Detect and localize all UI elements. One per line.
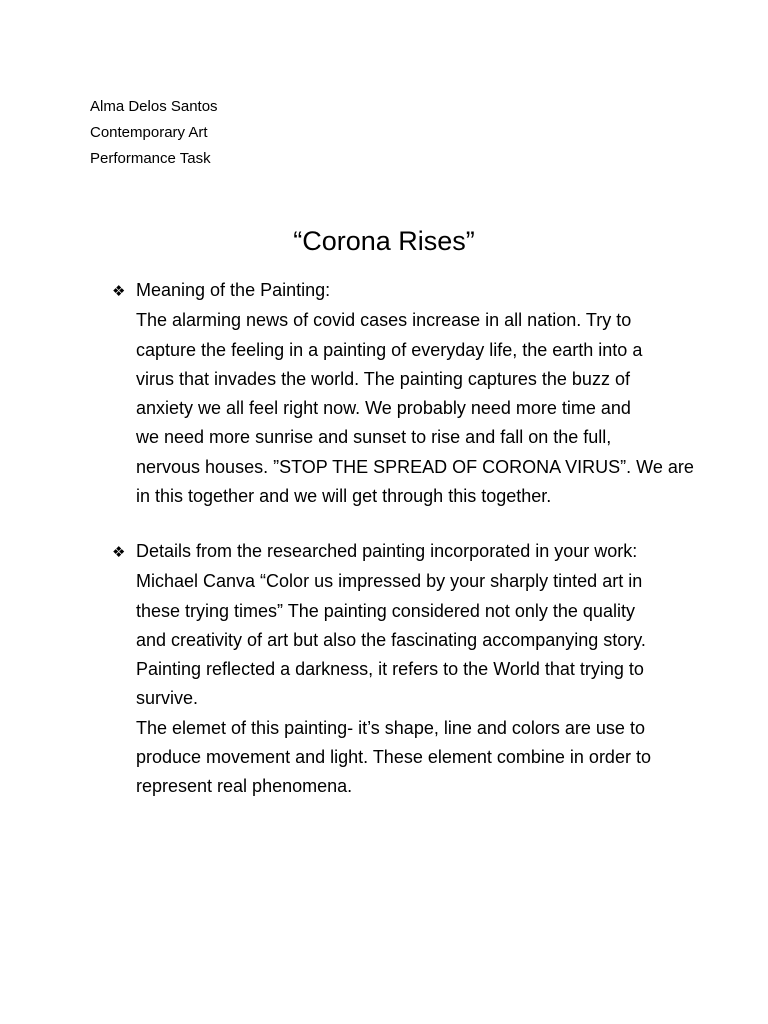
diamond-bullet-icon: ❖: [112, 282, 126, 300]
section-meaning: [112, 276, 694, 511]
document-header: [90, 94, 218, 172]
subject-name: Contemporary Art: [90, 124, 208, 141]
body-line: these trying times” The painting considered not only the quality: [136, 600, 635, 621]
section-body: [112, 306, 694, 511]
body-line: in this together and we will get through this together.: [136, 486, 552, 507]
section-body: [112, 567, 672, 801]
section-heading-row: [112, 537, 672, 567]
body-line: Painting reflected a darkness, it refers to the World that trying to: [136, 659, 644, 680]
body-line: The alarming news of covid cases increase in all nation. Try to: [136, 310, 632, 331]
body-line: and creativity of art but also the fascinating accompanying story.: [136, 629, 646, 650]
body-line: Michael Canva “Color us impressed by your sharply tinted art in: [136, 571, 643, 592]
document-title: “Corona Rises”: [293, 226, 475, 256]
section-heading: Details from the researched painting incorporated in your work:: [136, 541, 638, 561]
section-heading-row: [112, 276, 672, 306]
body-line: nervous houses. ”STOP THE SPREAD OF CORONA VIRUS”. We are: [136, 456, 694, 477]
body-line: produce movement and light. These element combine in order to: [136, 747, 651, 768]
body-line: capture the feeling in a painting of everyday life, the earth into a: [136, 339, 643, 360]
body-line: survive.: [136, 688, 199, 709]
body-line: anxiety we all feel right now. We probably need more time and: [136, 398, 631, 419]
body-line: virus that invades the world. The painting captures the buzz of: [136, 368, 630, 389]
section-details: [112, 537, 672, 802]
body-line: The elemet of this painting- it’s shape, line and colors are use to: [136, 717, 645, 738]
body-line: we need more sunrise and sunset to rise and fall on the full,: [136, 427, 612, 448]
task-name: Performance Task: [90, 150, 211, 167]
section-heading: Meaning of the Painting:: [136, 280, 331, 300]
author-name: Alma Delos Santos: [90, 98, 218, 115]
diamond-bullet-icon: ❖: [112, 543, 126, 561]
body-line: represent real phenomena.: [136, 776, 353, 797]
